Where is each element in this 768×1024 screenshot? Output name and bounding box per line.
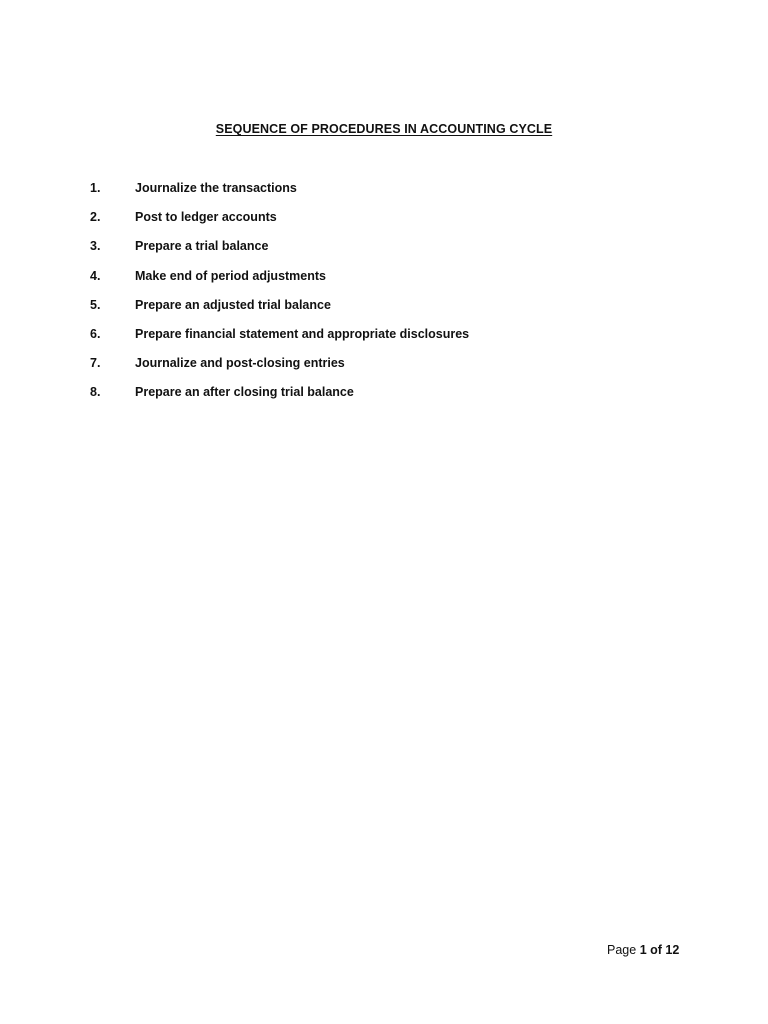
page-word: Page [607, 943, 637, 957]
current-page-number: 1 [639, 943, 647, 957]
list-item-number: 5. [90, 297, 101, 312]
list-item-text: Post to ledger accounts [135, 210, 277, 225]
list-item-number: 7. [90, 356, 101, 371]
document-title-text: SEQUENCE OF PROCEDURES IN ACCOUNTING CYCLE [215, 122, 553, 136]
list-item [90, 210, 469, 239]
document-title [0, 122, 768, 136]
list-item [90, 298, 469, 327]
list-item-text: Journalize and post-closing entries [135, 356, 345, 371]
list-item-text: Make end of period adjustments [135, 268, 327, 283]
list-item-text: Journalize the transactions [135, 181, 297, 195]
list-item [90, 385, 469, 414]
list-item-text: Prepare an after closing trial balance [135, 385, 354, 400]
list-item-text: Prepare financial statement and appropriate disclosures [135, 326, 470, 341]
list-item-number: 4. [90, 268, 101, 283]
list-item [90, 269, 469, 298]
list-item-number: 3. [90, 239, 101, 254]
page-footer [607, 943, 679, 957]
procedure-list [90, 181, 469, 415]
list-item-text: Prepare an adjusted trial balance [135, 297, 331, 312]
list-item-number: 8. [90, 385, 101, 400]
list-item [90, 181, 469, 210]
list-item-text: Prepare a trial balance [135, 239, 269, 254]
of-word: of [650, 943, 662, 957]
list-item [90, 356, 469, 385]
list-item-number: 6. [90, 326, 101, 341]
list-item [90, 327, 469, 356]
list-item-number: 1. [90, 181, 101, 195]
list-item [90, 239, 469, 268]
list-item-number: 2. [90, 210, 101, 225]
total-pages-number: 12 [665, 943, 680, 957]
